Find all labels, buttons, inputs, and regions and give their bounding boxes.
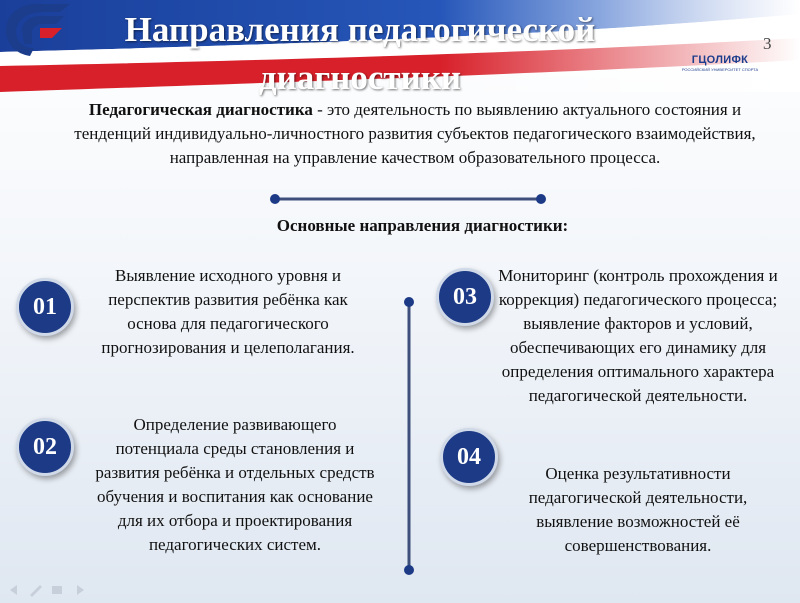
page-title-line1: Направления педагогической	[124, 10, 596, 49]
definition-term: Педагогическая диагностика	[88, 100, 313, 119]
nav-forward-icon[interactable]	[77, 585, 84, 595]
logo-subtext: РОССИЙСКИЙ УНИВЕРСИТЕТ СПОРТА	[681, 67, 759, 72]
definition-text: - это деятельность по выявлению актуального состояния и тенденций индивидуально-личностного развития субъектов педагогического взаимодействия, направленная на управление качеством образовательного процесса.	[74, 100, 756, 167]
page-title	[40, 6, 680, 102]
item-text: Мониторинг (контроль прохождения и коррекция) педагогического процесса; выявление факторов и условий, обеспечивающих его динамику для определения оптимального характера педагогической деятельности.	[498, 266, 778, 405]
nav-back-icon[interactable]	[10, 585, 17, 595]
university-logo-icon	[0, 0, 74, 60]
logo-text: ГЦОЛИФК	[691, 54, 749, 66]
slide-header	[0, 0, 800, 98]
vertical-divider	[402, 295, 416, 577]
nav-pen-icon[interactable]	[30, 585, 42, 597]
item-number-badge: 01	[16, 278, 74, 336]
item-text: Определение развивающего потенциала среды становления и развития ребёнка и отдельных средств обучения и воспитания как основание для их отбора и проектирования педагогических систем.	[95, 415, 375, 554]
item-text: Выявление исходного уровня и перспектив развития ребёнка как основа для педагогического прогнозирования и целеполагания.	[101, 266, 355, 357]
definition-divider	[268, 192, 548, 206]
item-number-badge: 02	[16, 418, 74, 476]
item-text: Оценка результативности педагогической деятельности, выявление возможностей её совершенствования.	[528, 464, 748, 555]
section-subtitle: Основные направления диагностики:	[276, 216, 569, 235]
definition-paragraph	[70, 98, 760, 170]
slide-nav-controls	[8, 583, 88, 597]
page-title-line2: диагностики	[258, 58, 462, 97]
nav-menu-icon[interactable]	[52, 586, 62, 594]
item-number-badge: 03	[436, 268, 494, 326]
item-number-badge: 04	[440, 428, 498, 486]
page-number: 3	[763, 34, 772, 53]
